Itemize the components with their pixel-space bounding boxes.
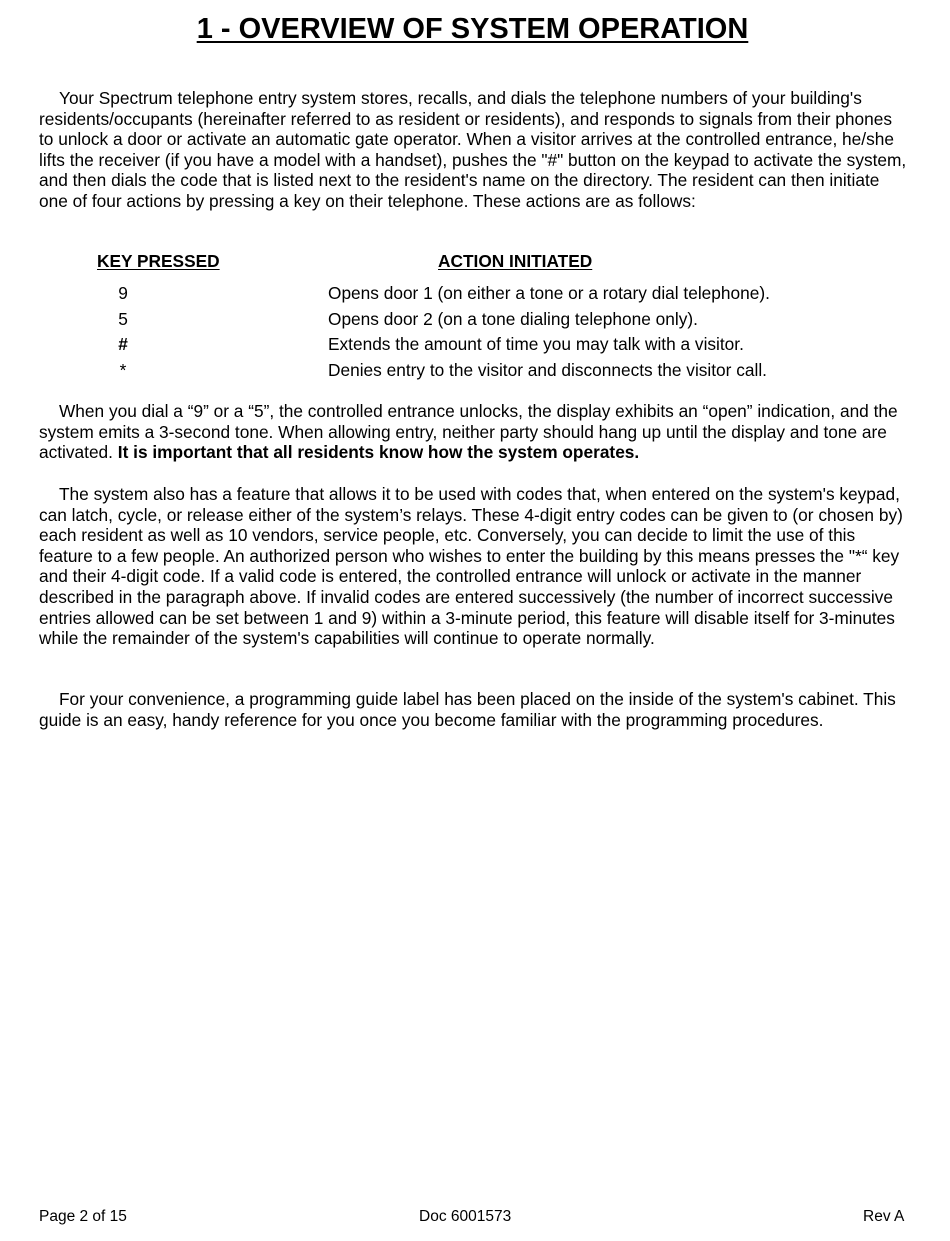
key-cell: 9 [118, 283, 128, 303]
action-cell: Opens door 1 (on either a tone or a rotary dial telephone). [328, 283, 770, 303]
key-cell: 5 [118, 308, 128, 329]
action-cell: Extends the amount of time you may talk with a visitor. [328, 334, 744, 354]
key-actions-table [0, 283, 950, 385]
action-initiated-header: ACTION INITIATED [438, 251, 593, 271]
key-pressed-header: KEY PRESSED [97, 251, 220, 271]
entry-paragraph-text: When you dial a “9” or a “5”, the controlled entrance unlocks, the display exhibits an “open” indication, and the system emits a 3-second tone. When allowing entry, neither party should hang up until the display and tone are activated. [39, 401, 898, 463]
footer-revision: Rev A [863, 1208, 905, 1225]
footer-page-number: Page 2 of 15 [39, 1208, 127, 1225]
key-cell: # [118, 334, 128, 354]
table-row [0, 309, 950, 335]
table-row [0, 360, 950, 386]
action-cell: Denies entry to the visitor and disconnects the visitor call. [328, 359, 767, 380]
table-row [0, 283, 950, 309]
important-note: It is important that all residents know how the system operates. [117, 442, 640, 463]
entry-codes-paragraph: The system also has a feature that allows it to be used with codes that, when entered on the system's keypad, can latch, cycle, or release either of the system’s relays. These 4-digit entry codes can be given to (or chosen by) each resident as well as 10 vendors, service people, etc. Conversely, you can decide to limit the use of this feature to a few people. An authorized person who wishes to enter the building by this means presses the "*“ key and their 4-digit code. If a valid code is entered, the controlled entrance will unlock or activate in the manner described in the paragraph above. If invalid codes are entered successively (the number of incorrect successive entries allowed can be set between 1 and 9) within a 3-minute period, this feature will disable itself for 3-minutes while the remainder of the system's capabilities will continue to operate normally. [39, 484, 903, 649]
entry-paragraph [39, 401, 909, 463]
programming-guide-paragraph: For your convenience, a programming guide label has been placed on the inside of the system's cabinet. This guide is an easy, handy reference for you once you become familiar with the programming procedures. [39, 689, 896, 730]
intro-paragraph: Your Spectrum telephone entry system stores, recalls, and dials the telephone numbers of your building's residents/occupants (hereinafter referred to as resident or residents), and responds to signals from their phones to unlock a door or activate an automatic gate operator. When a visitor arrives at the controlled entrance, he/she lifts the receiver (if you have a model with a handset), pushes the "#" button on the keypad to activate the system, and then dials the code that is listed next to the resident's name on the directory. The resident can then initiate one of four actions by pressing a key on their telephone. These actions are as follows: [39, 88, 907, 211]
table-row [0, 334, 950, 360]
footer-doc-number: Doc 6001573 [419, 1208, 512, 1225]
page-title: 1 - OVERVIEW OF SYSTEM OPERATION [196, 13, 749, 45]
action-cell: Opens door 2 (on a tone dialing telephone only). [328, 308, 698, 329]
key-cell: * [119, 359, 127, 380]
